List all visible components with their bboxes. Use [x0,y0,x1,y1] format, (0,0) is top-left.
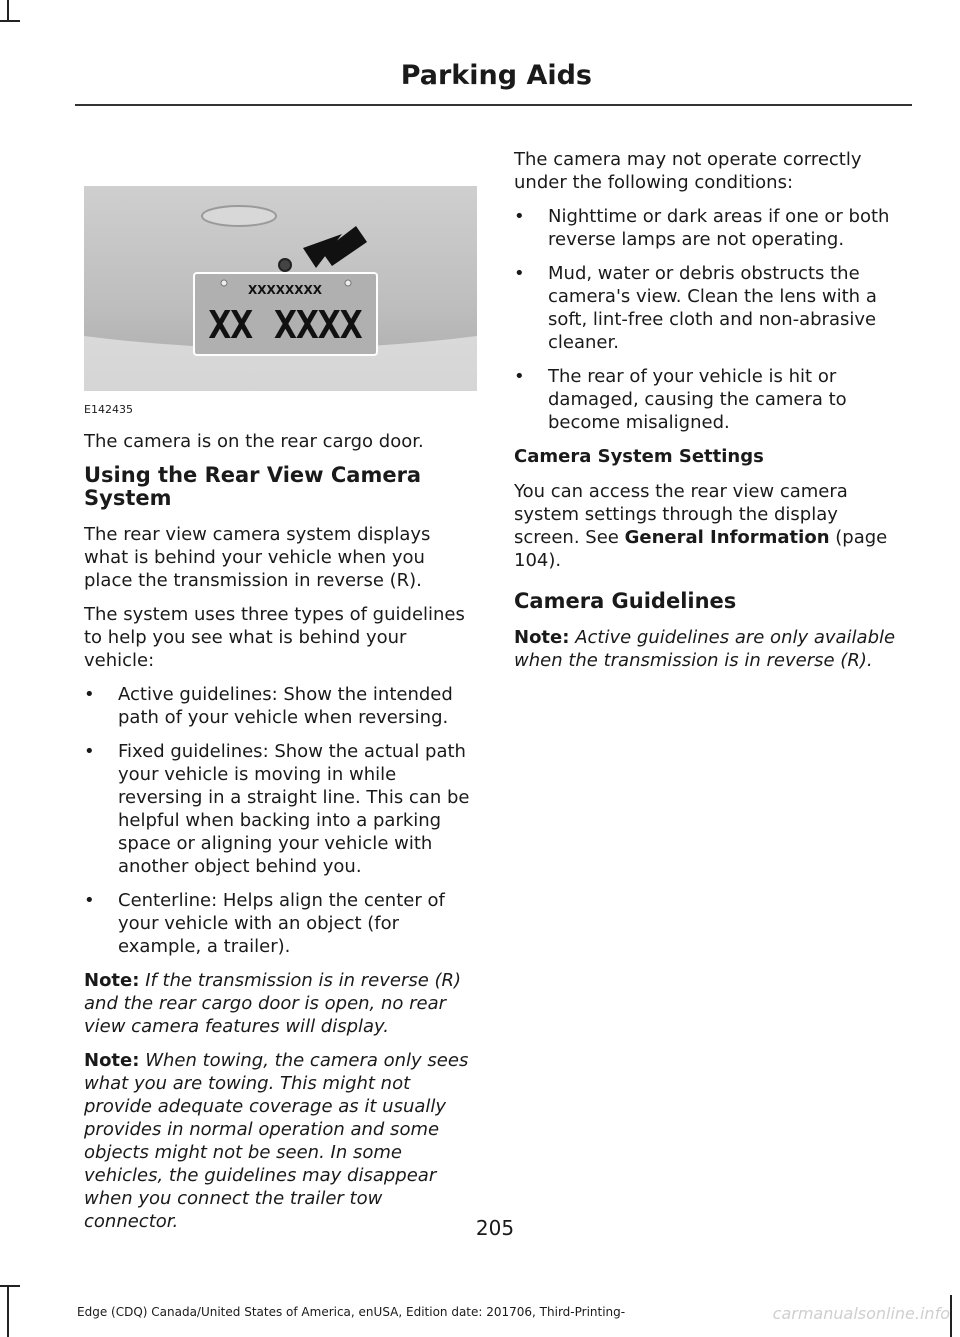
page-section-title: Parking Aids [400,60,592,91]
crop-mark [0,1285,20,1287]
subsection-heading: Camera System Settings [514,446,764,467]
intro-text: The camera is on the rear cargo door. [84,431,424,452]
settings-text: You can access the rear view camera system settings through the display screen. See [514,481,848,548]
crop-mark [0,20,20,22]
list-item: • Active guidelines: Show the intended path of your vehicle when reversing. [84,683,479,729]
plate-main-text: XX XXXX [208,303,362,347]
paragraph: The rear view camera system displays what is behind your vehicle when you place the transmission in reverse (R). [84,524,431,591]
guideline-types-list [84,683,479,958]
note [514,626,909,672]
header-divider [75,104,912,106]
right-column [514,148,909,683]
list-item: • Mud, water or debris obstructs the camera's view. Clean the lens with a soft, lint-free cloth and non-abrasive cleaner. [514,262,909,354]
paragraph: The camera may not operate correctly under the following conditions: [514,149,862,193]
watermark: carmanualsonline.info [772,1304,950,1323]
note-label: Note: [514,627,570,648]
door-handle-recess [202,206,276,226]
left-column [84,430,479,1244]
footer-text: Edge (CDQ) Canada/United States of America, enUSA, Edition date: 201706, Third-Printing- [77,1305,626,1319]
figure-id: E142435 [84,403,133,416]
note-label: Note: [84,970,140,991]
conditions-list [514,205,909,434]
page-number: 205 [475,1216,515,1240]
list-item: • Nighttime or dark areas if one or both reverse lamps are not operating. [514,205,909,251]
list-item: • Centerline: Helps align the center of your vehicle with an object (for example, a trailer). [84,889,479,958]
note-text: When towing, the camera only sees what you are towing. This might not provide adequate coverage as it usually provides in normal operation and some objects might not be seen. In some vehicles, the guidelines may disappear when you connect the trailer tow connector. [84,1050,469,1232]
rear-camera-figure [84,186,477,391]
crop-mark [950,1295,952,1337]
note [84,969,479,1038]
paragraph [514,480,909,572]
section-heading: Camera Guidelines [514,589,737,613]
camera-lens [279,259,291,271]
crop-mark [7,1285,9,1337]
note-text: Active guidelines are only available when the transmission is in reverse (R). [514,627,896,671]
section-heading: Using the Rear View Camera System [84,463,422,510]
paragraph: The system uses three types of guidelines to help you see what is behind your vehicle: [84,604,465,671]
page-reference: (page 104). [514,527,888,571]
note-text: If the transmission is in reverse (R) and the rear cargo door is open, no rear view camera features will display. [84,970,462,1037]
plate-top-text: XXXXXXXX [247,283,323,297]
list-item: • Fixed guidelines: Show the actual path your vehicle is moving in while reversing in a straight line. This can be helpful when backing into a parking space or aligning your vehicle with another object behind you. [84,740,479,878]
crop-mark [7,0,9,22]
cross-reference-link[interactable]: General Information [624,527,830,548]
note-label: Note: [84,1050,140,1071]
list-item: • The rear of your vehicle is hit or damaged, causing the camera to become misaligned. [514,365,909,434]
note [84,1049,479,1233]
